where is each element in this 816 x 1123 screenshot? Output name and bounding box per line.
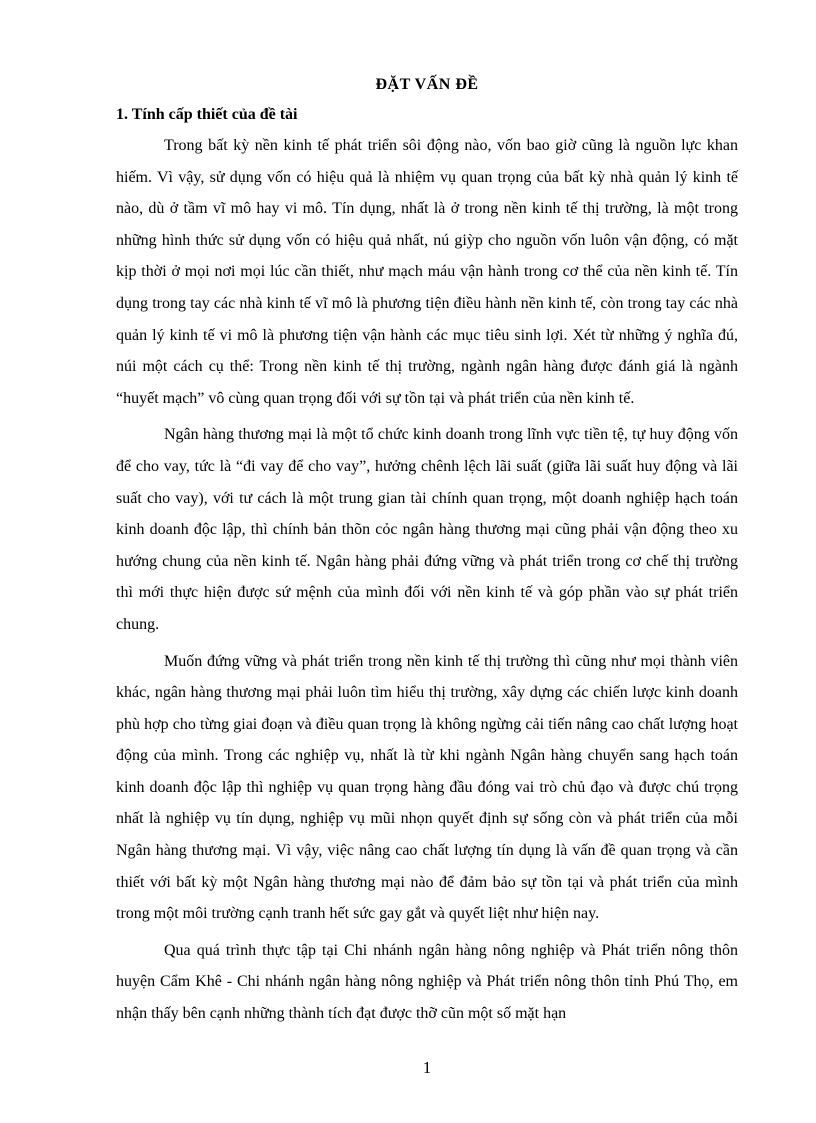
paragraph: Ngân hàng thương mại là một tổ chức kinh doanh trong lĩnh vực tiền tệ, tự huy động vốn để cho vay, tức là “đi vay để cho vay”, hưởng chênh lệch lãi suất (giữa lãi suất huy động và lãi suất cho vay), với tư cách là một trung gian tài chính quan trọng, một doanh nghiệp hạch toán kinh doanh độc lập, thì chính bản thõn cỏc ngân hàng thương mại cũng phải vận động theo xu hướng chung của nền kinh tế. Ngân hàng phải đứng vững và phát triển trong cơ chế thị trường thì mới thực hiện được sứ mệnh của mình đối với nền kinh tế và góp phần vào sự phát triển chung. — [116, 426, 738, 633]
paragraph: Qua quá trình thực tập tại Chi nhánh ngân hàng nông nghiệp và Phát triển nông thôn huyện Cẩm Khê - Chi nhánh ngân hàng nông nghiệp và Phát triển nông thôn tỉnh Phú Thọ, em nhận thấy bên cạnh những thành tích đạt được thỡ cũn một số mặt hạn — [116, 941, 738, 1023]
document-page — [116, 0, 738, 1123]
document-title: ĐẶT VẤN ĐỀ — [375, 76, 479, 93]
paragraph: Muốn đứng vững và phát triển trong nền kinh tế thị trường thì cũng như mọi thành viên khác, ngân hàng thương mại phải luôn tìm hiểu thị trường, xây dựng các chiến lược kinh doanh phù hợp cho từng giai đoạn và điều quan trọng là không ngừng cải tiến nâng cao chất lượng hoạt động của mình. Trong các nghiệp vụ, nhất là từ khi ngành Ngân hàng chuyển sang hạch toán kinh doanh độc lập thì nghiệp vụ quan trọng hàng đầu đóng vai trò chủ đạo và được chú trọng nhất là nghiệp vụ tín dụng, nghiệp vụ mũi nhọn quyết định sự sống còn và phát triển của mỗi Ngân hàng thương mại. Vì vậy, việc nâng cao chất lượng tín dụng là vấn đề quan trọng và cần thiết với bất kỳ một Ngân hàng thương mại nào để đảm bảo sự tồn tại và phát triển của mình trong một môi trường cạnh tranh hết sức gay gắt và quyết liệt như hiện nay. — [116, 652, 738, 923]
page-number: 1 — [422, 1058, 432, 1077]
paragraph: Trong bất kỳ nền kinh tế phát triển sôi động nào, vốn bao giờ cũng là nguồn lực khan hiếm. Vì vậy, sử dụng vốn có hiệu quả là nhiệm vụ quan trọng của bất kỳ nhà quản lý kinh tế nào, dù ở tầm vĩ mô hay vi mô. Tín dụng, nhất là ở trong nền kinh tế thị trường, là một trong những hình thức sử dụng vốn có hiệu quả nhất, nú giỳp cho nguồn vốn luôn vận động, có mặt kịp thời ở mọi nơi mọi lúc cần thiết, như mạch máu vận hành trong cơ thể của nền kinh tế. Tín dụng trong tay các nhà kinh tế vĩ mô là phương tiện điều hành nền kinh tế, còn trong tay các nhà quản lý kinh tế vi mô là phương tiện vận hành các mục tiêu sinh lợi. Xét từ những ý nghĩa đú, núi một cách cụ thể: Trong nền kinh tế thị trường, ngành ngân hàng được đánh giá là ngành “huyết mạch” vô cùng quan trọng đối với sự tồn tại và phát triển của nền kinh tế. — [116, 137, 738, 407]
body-text — [116, 130, 738, 1035]
section-heading: 1. Tính cấp thiết của đề tài — [116, 106, 298, 123]
